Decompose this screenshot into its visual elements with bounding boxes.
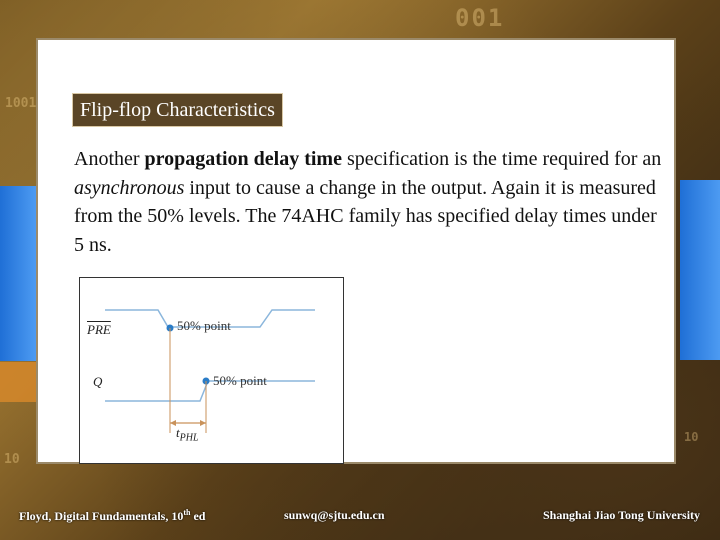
body-bold-term: propagation delay time (144, 148, 342, 170)
footer-email: sunwq@sjtu.edu.cn (284, 508, 385, 522)
body-italic-term: asynchronous (74, 176, 185, 199)
body-text-segment: Another (74, 148, 145, 170)
pre-signal-label: $\overline{PRE}$ (87, 322, 111, 337)
slide-body-text (74, 145, 664, 259)
footer-edition-end: ed (190, 509, 206, 523)
q-waveform (105, 381, 315, 401)
background-digits-top: 001 (455, 4, 505, 32)
footer-edition-suffix: th (183, 508, 191, 517)
decorative-orange-strip (0, 362, 36, 402)
tphl-main: t (176, 425, 180, 440)
tphl-subscript: PHL (179, 432, 199, 444)
body-text-segment: input to cause a change in the output. Again it is measured from the 50% levels. The 74AHC family has specified delay times under 5 ns. (74, 176, 657, 256)
footer-book-title: Floyd, Digital Fundamentals, 10 (19, 509, 184, 523)
footer-university: Shanghai Jiao Tong University (543, 508, 701, 522)
background-digits-lower: 10 (4, 452, 20, 467)
q-signal-label: Q (93, 374, 103, 389)
tphl-label (176, 425, 199, 444)
timing-diagram (79, 277, 344, 464)
slide-title: Flip-flop Characteristics (72, 93, 283, 127)
decorative-blue-strip-left (0, 186, 36, 361)
timing-diagram-graphic (80, 278, 343, 463)
background-digits-right: 10 (684, 430, 699, 444)
slide-panel (36, 38, 676, 464)
footer-book-reference (19, 508, 205, 524)
body-text-segment: specification is the time required for an (341, 148, 662, 170)
tphl-arrow-head-right (200, 420, 206, 426)
fifty-percent-point-label-q: 50% point (213, 373, 267, 388)
fifty-percent-point-label-pre: 50% point (177, 318, 231, 333)
background-digits-left: 1001 (5, 96, 37, 111)
decorative-blue-strip-right (680, 180, 720, 360)
